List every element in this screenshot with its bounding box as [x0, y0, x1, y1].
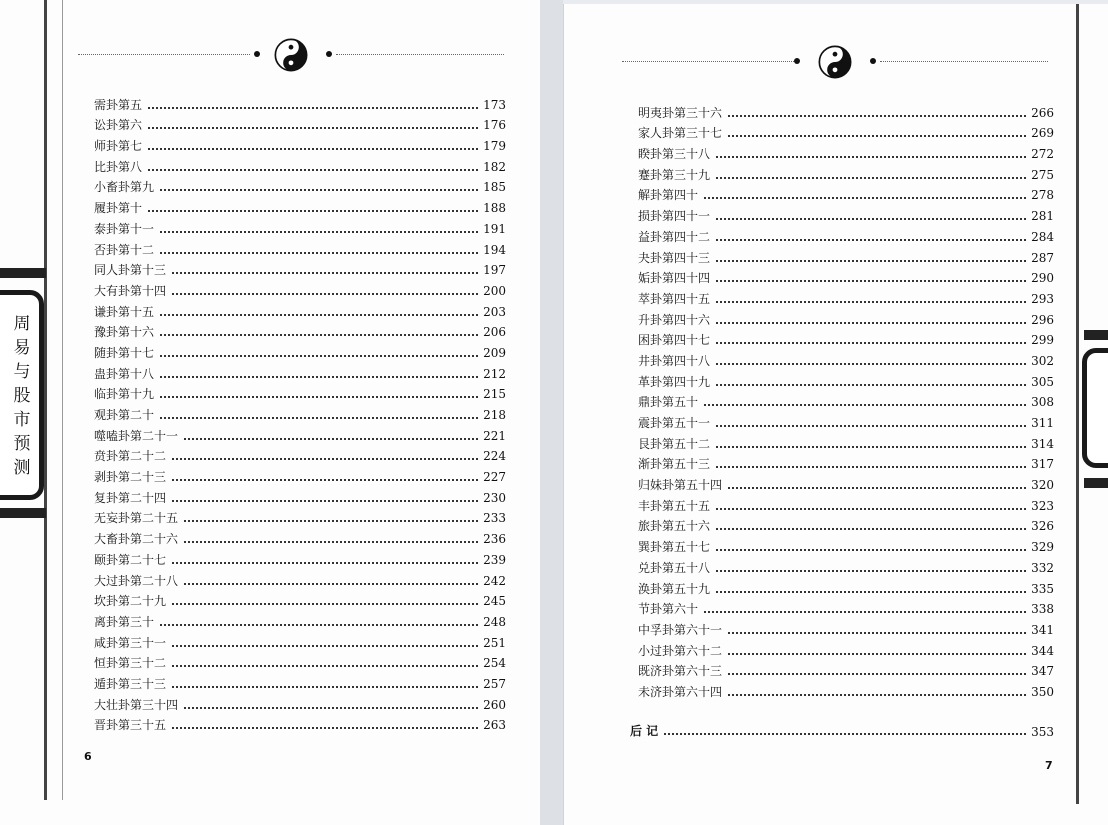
- toc-entry-title: 兑卦第五十八: [638, 560, 711, 575]
- toc-entry: [638, 534, 1054, 555]
- toc-entry-page: 347: [1031, 664, 1054, 679]
- toc-entry: [638, 679, 1054, 700]
- toc-entry-title: 临卦第十九: [94, 387, 155, 402]
- toc-entry: [638, 224, 1054, 245]
- toc-entry: [94, 692, 506, 713]
- toc-entry-page: 287: [1031, 250, 1054, 265]
- toc-entry: [94, 320, 506, 341]
- dot-leader: [172, 665, 478, 667]
- toc-entry: [94, 713, 506, 734]
- toc-entry-page: 317: [1031, 457, 1054, 472]
- toc-entry-title: 大畜卦第二十六: [94, 532, 179, 547]
- dot-leader: [160, 376, 478, 378]
- dot-leader: [172, 479, 478, 481]
- side-title-char: 测: [13, 458, 31, 478]
- toc-entry: [638, 245, 1054, 266]
- dot-leader: [716, 363, 1026, 365]
- side-title-char: 周: [13, 314, 31, 334]
- toc-entry-title: 渐卦第五十三: [638, 457, 711, 472]
- toc-entry-page: 221: [483, 428, 506, 443]
- toc-entry-page: 179: [483, 139, 506, 154]
- toc-entry: [94, 485, 506, 506]
- dot-leader: [160, 314, 478, 316]
- toc-entry-title: 萃卦第四十五: [638, 291, 711, 306]
- toc-entry-title: 旅卦第五十六: [638, 519, 711, 534]
- toc-entry-title: 涣卦第五十九: [638, 581, 711, 596]
- right-page: [563, 4, 1108, 825]
- header-rule-right: [336, 54, 504, 55]
- toc-entry: [94, 361, 506, 382]
- toc-entry-title: 井卦第四十八: [638, 353, 711, 368]
- toc-entry: [94, 113, 506, 134]
- toc-entry-page: 341: [1031, 622, 1054, 637]
- dot-leader: [716, 322, 1026, 324]
- dot-leader: [716, 342, 1026, 344]
- side-title-tab-right: [1082, 348, 1108, 468]
- toc-entry-title: 艮卦第五十二: [638, 436, 711, 451]
- toc-entry: [638, 659, 1054, 680]
- toc-entry-title: 巽卦第五十七: [638, 540, 711, 555]
- toc-entry-title: 损卦第四十一: [638, 209, 711, 224]
- toc-entry-page: 269: [1031, 126, 1054, 141]
- toc-entry: [638, 162, 1054, 183]
- toc-entry: [94, 506, 506, 527]
- dot-leader: [704, 404, 1026, 406]
- toc-entry-title: 归妹卦第五十四: [638, 478, 723, 493]
- toc-entry: [638, 431, 1054, 452]
- afterword-page: 353: [1031, 725, 1054, 739]
- afterword-title: 后 记: [630, 724, 659, 738]
- toc-entry-title: 讼卦第六: [94, 118, 143, 133]
- toc-entry-page: 251: [483, 635, 506, 650]
- dot-leader: [716, 384, 1026, 386]
- side-title-char: 股: [13, 386, 31, 406]
- toc-entry-page: 212: [483, 366, 506, 381]
- dot-leader: [716, 260, 1026, 262]
- dot-leader: [728, 694, 1026, 696]
- toc-entry: [94, 278, 506, 299]
- toc-entry: [638, 183, 1054, 204]
- toc-entry-title: 师卦第七: [94, 139, 143, 154]
- toc-entry-page: 197: [483, 263, 506, 278]
- toc-entry-page: 296: [1031, 312, 1054, 327]
- dot-leader: [716, 301, 1026, 303]
- dot-leader: [716, 218, 1026, 220]
- toc-entry-page: 206: [483, 325, 506, 340]
- toc-entry-afterword: [630, 722, 1054, 739]
- toc-entry: [94, 423, 506, 444]
- toc-entry-title: 离卦第三十: [94, 614, 155, 629]
- dot-leader: [728, 673, 1026, 675]
- toc-entry-page: 245: [483, 594, 506, 609]
- toc-entry-title: 咸卦第三十一: [94, 635, 167, 650]
- toc-entry-page: 236: [483, 532, 506, 547]
- toc-entry-title: 观卦第二十: [94, 408, 155, 422]
- toc-entry-page: 281: [1031, 209, 1054, 224]
- page-number-left: 6: [84, 750, 92, 763]
- header-dot-right: [870, 58, 876, 64]
- toc-entry-title: 豫卦第十六: [94, 325, 155, 340]
- dot-leader: [716, 549, 1026, 551]
- side-title-char: 预: [13, 434, 31, 454]
- dot-leader: [184, 583, 478, 585]
- dot-leader: [172, 645, 478, 647]
- dot-leader: [716, 177, 1026, 179]
- toc-entry-page: 257: [483, 676, 506, 691]
- dot-leader: [172, 562, 478, 564]
- toc-entry-title: 泰卦第十一: [94, 221, 155, 236]
- header-dot-right: [326, 51, 332, 57]
- toc-entry-page: 209: [483, 345, 506, 360]
- toc-entry-title: 复卦第二十四: [94, 490, 167, 505]
- dot-leader: [172, 500, 478, 502]
- dot-leader: [148, 210, 478, 212]
- dot-leader: [716, 528, 1026, 530]
- toc-entry-page: 350: [1031, 684, 1054, 699]
- header-rule-left: [622, 61, 798, 62]
- header-rule-right: [880, 61, 1048, 62]
- toc-entry: [94, 589, 506, 610]
- toc-entry-title: 蹇卦第三十九: [638, 167, 711, 182]
- toc-entry: [638, 472, 1054, 493]
- toc-entry-title: 遁卦第三十三: [94, 676, 167, 691]
- toc-entry-page: 332: [1031, 560, 1054, 575]
- toc-entry-page: 335: [1031, 581, 1054, 596]
- toc-entry: [638, 390, 1054, 411]
- dot-leader: [148, 169, 478, 171]
- toc-entry-page: 278: [1031, 188, 1054, 203]
- side-bar-bottom: [0, 508, 46, 518]
- toc-entry-title: 无妄卦第二十五: [94, 511, 179, 526]
- left-spine-line: [44, 0, 47, 800]
- toc-entry-title: 升卦第四十六: [638, 312, 711, 327]
- toc-entry-page: 266: [1031, 105, 1054, 120]
- toc-entry: [94, 195, 506, 216]
- toc-entry: [638, 348, 1054, 369]
- toc-entry: [638, 307, 1054, 328]
- toc-entry-page: 311: [1031, 416, 1054, 430]
- page-number-right: 7: [1045, 759, 1053, 772]
- dot-leader: [148, 107, 478, 109]
- toc-entry-title: 随卦第十七: [94, 345, 155, 360]
- dot-leader: [148, 148, 478, 150]
- toc-entry-page: 191: [483, 221, 506, 236]
- toc-entry-title: 中孚卦第六十一: [638, 622, 723, 637]
- toc-entry-title: 丰卦第五十五: [638, 498, 711, 513]
- toc-entry-page: 344: [1031, 643, 1054, 658]
- page-gap: [540, 0, 563, 825]
- dot-leader: [160, 189, 478, 191]
- toc-entry-title: 姤卦第四十四: [638, 271, 711, 286]
- toc-entry-title: 蛊卦第十八: [94, 366, 155, 381]
- toc-entry-page: 176: [483, 118, 506, 133]
- yin-yang-icon: [818, 45, 852, 79]
- dot-leader: [172, 458, 478, 460]
- toc-entry: [94, 340, 506, 361]
- dot-leader: [160, 252, 478, 254]
- toc-entry: [94, 526, 506, 547]
- toc-entry-page: 194: [483, 242, 506, 257]
- toc-entry-page: 227: [483, 470, 506, 485]
- toc-entry-page: 320: [1031, 478, 1054, 493]
- toc-entry-title: 未济卦第六十四: [638, 684, 723, 699]
- toc-entry-page: 302: [1031, 353, 1054, 368]
- toc-entry-title: 大过卦第二十八: [94, 573, 179, 588]
- toc-entry: [638, 100, 1054, 121]
- toc-entry-page: 293: [1031, 291, 1054, 306]
- left-inner-line: [62, 0, 63, 800]
- toc-entry-page: 290: [1031, 271, 1054, 286]
- toc-entry: [638, 410, 1054, 431]
- toc-entry-page: 230: [483, 490, 506, 505]
- toc-entry-page: 272: [1031, 147, 1054, 162]
- toc-entry: [94, 258, 506, 279]
- toc-entry-title: 需卦第五: [94, 97, 143, 112]
- toc-entry: [94, 568, 506, 589]
- side-bar-top: [0, 268, 46, 278]
- toc-entry: [94, 609, 506, 630]
- toc-entry-title: 履卦第十: [94, 201, 143, 216]
- toc-entry: [94, 382, 506, 403]
- toc-entry-title: 同人卦第十三: [94, 263, 167, 278]
- dot-leader: [728, 653, 1026, 655]
- side-title-char: 易: [13, 338, 31, 358]
- toc-entry-page: 182: [483, 159, 506, 174]
- toc-entry-page: 242: [483, 573, 506, 588]
- dot-leader: [728, 135, 1026, 137]
- toc-entry-page: 239: [483, 552, 506, 567]
- toc-entry-title: 比卦第八: [94, 159, 143, 174]
- toc-entry: [638, 617, 1054, 638]
- toc-entry-page: 263: [483, 718, 506, 733]
- toc-entry: [94, 464, 506, 485]
- toc-entry: [94, 444, 506, 465]
- toc-entry: [638, 452, 1054, 473]
- toc-entry: [638, 576, 1054, 597]
- toc-entry: [94, 154, 506, 175]
- dot-leader: [716, 466, 1026, 468]
- left-page: [0, 0, 540, 825]
- toc-entry: [94, 671, 506, 692]
- toc-list-left: [94, 92, 506, 733]
- toc-entry-page: 299: [1031, 333, 1054, 348]
- toc-entry: [638, 328, 1054, 349]
- toc-entry: [638, 597, 1054, 618]
- dot-leader: [184, 520, 478, 522]
- toc-entry-title: 谦卦第十五: [94, 304, 155, 319]
- side-title-char: 与: [13, 362, 31, 382]
- toc-entry-title: 震卦第五十一: [638, 416, 711, 430]
- dot-leader: [704, 611, 1026, 613]
- toc-entry-title: 小畜卦第九: [94, 180, 155, 195]
- dot-leader: [160, 417, 478, 419]
- dot-leader: [148, 127, 478, 129]
- header-dot-left: [794, 58, 800, 64]
- side-bar-bottom-right: [1084, 478, 1108, 488]
- dot-leader: [716, 591, 1026, 593]
- toc-entry-title: 否卦第十二: [94, 242, 155, 257]
- dot-leader: [728, 487, 1026, 489]
- toc-entry-page: 188: [483, 201, 506, 216]
- toc-entry-page: 338: [1031, 602, 1054, 617]
- toc-entry-title: 大有卦第十四: [94, 283, 167, 298]
- toc-entry-title: 革卦第四十九: [638, 374, 711, 389]
- toc-entry-title: 颐卦第二十七: [94, 552, 167, 567]
- dot-leader: [160, 355, 478, 357]
- toc-entry-title: 鼎卦第五十: [638, 395, 699, 410]
- toc-entry-page: 329: [1031, 540, 1054, 555]
- toc-entry-title: 困卦第四十七: [638, 333, 711, 348]
- toc-entry-page: 260: [483, 697, 506, 712]
- toc-entry-page: 305: [1031, 374, 1054, 389]
- dot-leader: [664, 733, 1026, 735]
- dot-leader: [172, 293, 478, 295]
- toc-entry-title: 恒卦第三十二: [94, 656, 167, 671]
- toc-entry: [638, 638, 1054, 659]
- dot-leader: [160, 231, 478, 233]
- toc-entry-title: 解卦第四十: [638, 188, 699, 203]
- dot-leader: [184, 438, 478, 440]
- toc-entry: [638, 286, 1054, 307]
- toc-entry-page: 314: [1031, 436, 1054, 451]
- dot-leader: [704, 197, 1026, 199]
- dot-leader: [160, 334, 478, 336]
- toc-entry-title: 睽卦第三十八: [638, 147, 711, 162]
- dot-leader: [160, 624, 478, 626]
- toc-entry-page: 185: [483, 180, 506, 195]
- toc-entry-title: 大壮卦第三十四: [94, 697, 179, 712]
- toc-entry-title: 夬卦第四十三: [638, 250, 711, 265]
- toc-entry: [638, 141, 1054, 162]
- toc-entry-page: 215: [483, 387, 506, 402]
- toc-entry: [94, 92, 506, 113]
- toc-entry-title: 既济卦第六十三: [638, 664, 723, 679]
- toc-entry: [638, 121, 1054, 142]
- toc-entry-page: 233: [483, 511, 506, 526]
- dot-leader: [716, 425, 1026, 427]
- toc-entry-page: 173: [483, 97, 506, 112]
- toc-entry: [94, 133, 506, 154]
- dot-leader: [172, 272, 478, 274]
- header-dot-left: [254, 51, 260, 57]
- toc-list-right: [638, 100, 1054, 700]
- toc-entry-page: 224: [483, 449, 506, 464]
- toc-entry: [94, 237, 506, 258]
- toc-entry-title: 益卦第四十二: [638, 229, 711, 244]
- toc-entry-page: 284: [1031, 229, 1054, 244]
- toc-entry: [638, 514, 1054, 535]
- toc-entry: [638, 555, 1054, 576]
- toc-entry-title: 剥卦第二十三: [94, 470, 167, 485]
- side-title-char: 市: [13, 410, 31, 430]
- dot-leader: [172, 603, 478, 605]
- toc-entry-page: 218: [483, 408, 506, 422]
- toc-entry-page: 248: [483, 614, 506, 629]
- dot-leader: [716, 508, 1026, 510]
- header-rule-left: [78, 54, 250, 55]
- toc-entry-title: 晋卦第三十五: [94, 718, 167, 733]
- toc-entry-title: 家人卦第三十七: [638, 126, 723, 141]
- dot-leader: [716, 156, 1026, 158]
- toc-entry-page: 326: [1031, 519, 1054, 534]
- dot-leader: [184, 541, 478, 543]
- dot-leader: [160, 396, 478, 398]
- toc-entry: [94, 402, 506, 423]
- toc-entry: [638, 203, 1054, 224]
- toc-entry-title: 贲卦第二十二: [94, 449, 167, 464]
- toc-entry: [94, 216, 506, 237]
- yin-yang-icon: [274, 38, 308, 72]
- toc-entry-title: 坎卦第二十九: [94, 594, 167, 609]
- toc-entry-page: 275: [1031, 167, 1054, 182]
- toc-entry: [94, 547, 506, 568]
- dot-leader: [716, 239, 1026, 241]
- toc-entry: [638, 493, 1054, 514]
- dot-leader: [728, 632, 1026, 634]
- toc-entry: [94, 630, 506, 651]
- toc-entry: [94, 651, 506, 672]
- toc-entry-title: 小过卦第六十二: [638, 643, 723, 658]
- dot-leader: [184, 707, 478, 709]
- toc-entry-page: 308: [1031, 395, 1054, 410]
- toc-entry-title: 节卦第六十: [638, 602, 699, 617]
- toc-entry: [638, 266, 1054, 287]
- dot-leader: [716, 280, 1026, 282]
- toc-entry-title: 噬嗑卦第二十一: [94, 428, 179, 443]
- side-bar-top-right: [1084, 330, 1108, 340]
- toc-entry-page: 323: [1031, 498, 1054, 513]
- dot-leader: [716, 570, 1026, 572]
- toc-entry: [94, 175, 506, 196]
- toc-entry-page: 203: [483, 304, 506, 319]
- toc-entry-page: 254: [483, 656, 506, 671]
- toc-entry-title: 明夷卦第三十六: [638, 105, 723, 120]
- right-spine-line: [1076, 4, 1079, 804]
- toc-entry: [638, 369, 1054, 390]
- dot-leader: [172, 727, 478, 729]
- toc-entry-page: 200: [483, 283, 506, 298]
- dot-leader: [172, 686, 478, 688]
- dot-leader: [716, 446, 1026, 448]
- dot-leader: [728, 115, 1026, 117]
- toc-entry: [94, 299, 506, 320]
